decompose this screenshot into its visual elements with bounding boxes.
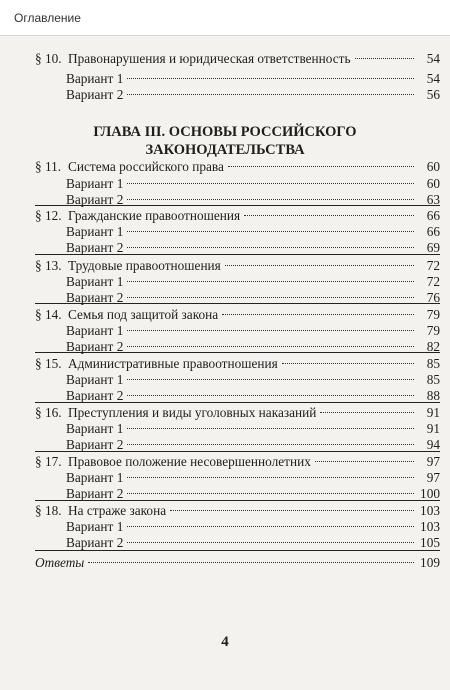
page-number: 82: [426, 339, 440, 354]
dot-leader: [244, 215, 414, 216]
dot-leader: [88, 562, 414, 563]
page-number: 105: [420, 535, 440, 550]
section-number: § 13.: [35, 258, 62, 273]
page-number: 60: [426, 159, 440, 174]
page-number: 66: [426, 224, 440, 239]
variant-label: Вариант 1: [66, 519, 124, 534]
page-number: 91: [426, 405, 440, 420]
page-number: 72: [426, 274, 440, 289]
variant-label: Вариант 1: [66, 224, 124, 239]
variant-label: Вариант 1: [66, 372, 124, 387]
dot-leader: [127, 493, 414, 494]
page-number: 97: [426, 470, 440, 485]
dot-leader: [127, 330, 414, 331]
variant-label: Вариант 1: [66, 470, 124, 485]
toc-toolbar: [0, 0, 450, 36]
section-number: § 16.: [35, 405, 62, 420]
dot-leader: [127, 444, 414, 445]
dot-leader: [127, 526, 414, 527]
dot-leader: [282, 363, 414, 364]
answers-label: Ответы: [35, 555, 85, 570]
page-number: 94: [426, 437, 440, 452]
section-title: Семья под защитой закона: [68, 307, 219, 322]
dot-leader: [127, 297, 414, 298]
page-number: 66: [426, 208, 440, 223]
variant-label: Вариант 2: [66, 388, 124, 403]
dot-leader: [127, 94, 414, 95]
toc-answers[interactable]: [35, 553, 440, 573]
dot-leader: [127, 183, 414, 184]
toc-variant-12-2[interactable]: [66, 238, 440, 258]
section-title: Гражданские правоотношения: [68, 208, 241, 223]
section-number: § 14.: [35, 307, 62, 322]
dot-leader: [127, 395, 414, 396]
page-number: 103: [420, 519, 440, 534]
dot-leader: [170, 510, 414, 511]
separator: [35, 303, 440, 304]
page-footer-number: 4: [221, 634, 229, 650]
page-number: 109: [420, 555, 440, 570]
page-number: 91: [426, 421, 440, 436]
dot-leader: [127, 78, 414, 79]
page-number: 85: [426, 372, 440, 387]
separator: [35, 254, 440, 255]
dot-leader: [127, 281, 414, 282]
page-number: 100: [420, 486, 440, 501]
section-title: Система российского права: [68, 159, 224, 174]
dot-leader: [315, 461, 414, 462]
dot-leader: [222, 314, 414, 315]
toc-section-10[interactable]: [35, 49, 440, 69]
variant-label: Вариант 2: [66, 87, 124, 102]
section-number: § 17.: [35, 454, 62, 469]
variant-label: Вариант 1: [66, 176, 124, 191]
variant-label: Вариант 2: [66, 192, 124, 207]
dot-leader: [225, 265, 414, 266]
variant-label: Вариант 2: [66, 339, 124, 354]
variant-label: Вариант 2: [66, 535, 124, 550]
page-number: 97: [426, 454, 440, 469]
section-number: § 15.: [35, 356, 62, 371]
section-title: Административные правоотношения: [68, 356, 278, 371]
variant-label: Вариант 1: [66, 71, 124, 86]
variant-label: Вариант 1: [66, 274, 124, 289]
separator: [35, 352, 440, 353]
separator: [35, 550, 440, 551]
toc-variant-10-2[interactable]: [66, 85, 440, 105]
variant-label: Вариант 1: [66, 323, 124, 338]
section-title: Преступления и виды уголовных наказаний: [68, 405, 317, 420]
variant-label: Вариант 2: [66, 437, 124, 452]
dot-leader: [355, 58, 414, 59]
section-number: § 11.: [35, 159, 62, 174]
page-number: 54: [426, 51, 440, 66]
section-number: § 18.: [35, 503, 62, 518]
dot-leader: [127, 247, 414, 248]
page-number: 103: [420, 503, 440, 518]
chapter-title-line-1: ГЛАВА III. ОСНОВЫ РОССИЙСКОГО: [93, 124, 357, 140]
page-number: 79: [426, 323, 440, 338]
page-number: 88: [426, 388, 440, 403]
section-title: Правовое положение несовершеннолетних: [68, 454, 311, 469]
dot-leader: [127, 231, 414, 232]
page-number: 56: [426, 87, 440, 102]
dot-leader: [127, 199, 414, 200]
dot-leader: [320, 412, 414, 413]
variant-label: Вариант 2: [66, 486, 124, 501]
page-number: 69: [426, 240, 440, 255]
dot-leader: [127, 379, 414, 380]
section-number: § 10.: [35, 51, 62, 66]
section-number: § 12.: [35, 208, 62, 223]
variant-label: Вариант 1: [66, 421, 124, 436]
page-number: 85: [426, 356, 440, 371]
toc-toolbar-label: Оглавление: [14, 10, 81, 25]
dot-leader: [127, 346, 414, 347]
section-title: Трудовые правоотношения: [68, 258, 221, 273]
chapter-title-line-2: ЗАКОНОДАТЕЛЬСТВА: [145, 142, 305, 158]
page-number: 63: [426, 192, 440, 207]
section-title: На страже закона: [68, 503, 167, 518]
page-number: 72: [426, 258, 440, 273]
dot-leader: [228, 166, 414, 167]
page-number: 76: [426, 290, 440, 305]
page-number: 79: [426, 307, 440, 322]
page-number: 60: [426, 176, 440, 191]
dot-leader: [127, 428, 414, 429]
page-number: 54: [426, 71, 440, 86]
section-title: Правонарушения и юридическая ответственность: [68, 51, 351, 66]
variant-label: Вариант 2: [66, 290, 124, 305]
variant-label: Вариант 2: [66, 240, 124, 255]
dot-leader: [127, 542, 414, 543]
dot-leader: [127, 477, 414, 478]
